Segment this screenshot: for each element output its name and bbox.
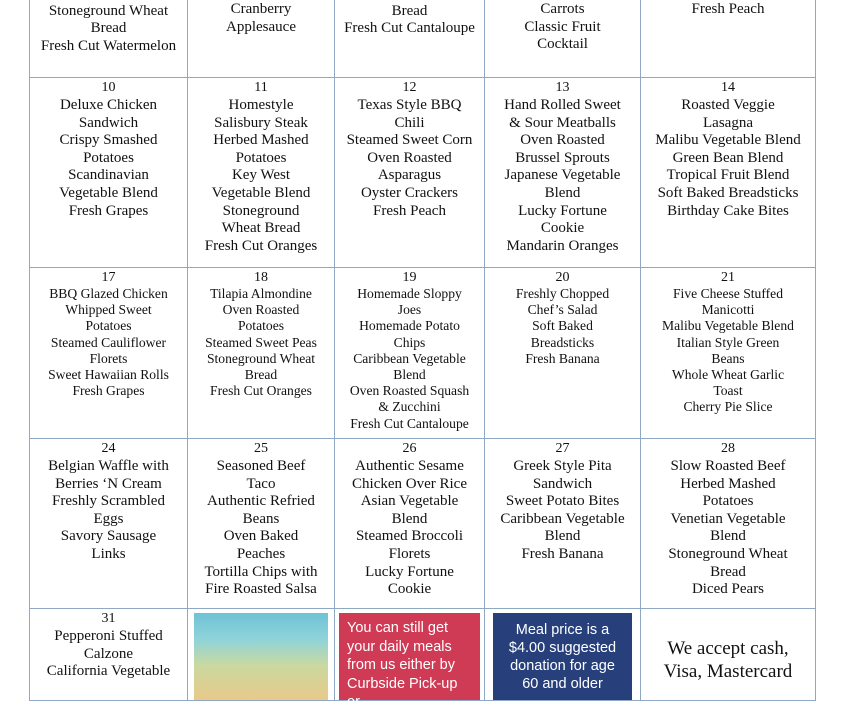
menu-item: Toast xyxy=(713,383,743,399)
day-cell xyxy=(484,438,641,609)
curbside-promo-cell xyxy=(334,608,485,710)
day-number: 21 xyxy=(721,270,735,285)
menu-item: Bread xyxy=(90,20,127,37)
menu-item: Breadsticks xyxy=(530,334,595,350)
menu-item: Blend xyxy=(544,184,581,201)
day-cell xyxy=(187,267,335,439)
menu-item: Chili xyxy=(394,114,425,131)
menu-item: California Vegetable xyxy=(46,663,171,680)
menu-item: Berries ‘N Cream xyxy=(55,475,162,492)
menu-item: Fresh Peach xyxy=(373,202,446,219)
menu-item: Chips xyxy=(393,334,426,350)
menu-item: Blend xyxy=(391,510,428,527)
payment-notice-cell xyxy=(640,608,816,701)
menu-item: Florets xyxy=(89,350,128,366)
menu-item: Oven Roasted xyxy=(367,149,452,166)
day-cell xyxy=(29,77,188,268)
menu-item: Authentic Refried xyxy=(207,493,315,510)
menu-item: Herbed Mashed xyxy=(680,475,776,492)
menu-item: Tortilla Chips with xyxy=(204,563,318,580)
menu-item: Bread xyxy=(244,367,278,383)
menu-item: Caribbean Vegetable xyxy=(500,510,625,527)
menu-item: Potatoes xyxy=(237,318,285,334)
day-cell xyxy=(187,0,335,78)
menu-item: Cookie xyxy=(540,220,585,237)
day-number: 19 xyxy=(402,270,417,285)
day-cell xyxy=(640,0,816,78)
menu-item: Five Cheese Stuffed xyxy=(673,286,783,301)
day-number: 20 xyxy=(555,270,570,285)
menu-item: Beans xyxy=(711,350,745,366)
payment-line: Visa, Mastercard xyxy=(663,661,793,682)
menu-item: Chef’s Salad xyxy=(527,302,598,318)
day-number: 26 xyxy=(402,441,417,456)
meal-price-notice xyxy=(493,613,632,700)
menu-item: Malibu Vegetable Blend xyxy=(655,132,801,149)
menu-item: Crispy Smashed xyxy=(59,132,158,149)
menu-item: Fire Roasted Salsa xyxy=(205,581,317,598)
menu-item: Fresh Grapes xyxy=(68,202,149,219)
menu-item: Stoneground Wheat xyxy=(48,2,169,19)
menu-item: Greek Style Pita xyxy=(513,458,612,474)
menu-item: Florets xyxy=(388,545,431,562)
day-number: 27 xyxy=(555,441,570,456)
menu-item: Blend xyxy=(710,528,746,545)
menu-item: Italian Style Green xyxy=(676,334,780,350)
menu-item: Applesauce xyxy=(226,18,296,35)
menu-item: Fresh Cut Cantaloupe xyxy=(350,415,469,431)
menu-item: Freshly Chopped xyxy=(515,286,610,301)
menu-item: Seasoned Beef xyxy=(216,458,306,474)
day-cell xyxy=(334,77,485,268)
day-cell xyxy=(334,267,485,439)
menu-item: Whipped Sweet xyxy=(65,302,152,318)
menu-item: Steamed Cauliflower xyxy=(50,334,167,350)
menu-item: Roasted Veggie xyxy=(681,97,775,113)
menu-item: Homemade Sloppy xyxy=(357,286,462,301)
menu-item: Tropical Fruit Blend xyxy=(666,167,790,184)
day-cell xyxy=(29,267,188,439)
menu-item: Pepperoni Stuffed xyxy=(54,628,163,644)
day-cell xyxy=(187,438,335,609)
menu-item: Herbed Mashed xyxy=(213,132,309,149)
day-cell xyxy=(334,0,485,78)
menu-item: Oven Roasted xyxy=(222,302,300,318)
day-number: 12 xyxy=(402,80,417,95)
beach-image xyxy=(194,613,328,700)
notice-line: $4.00 suggested xyxy=(508,640,617,656)
meal-price-cell xyxy=(484,608,641,701)
menu-item: Bread xyxy=(710,563,746,580)
menu-item: Tilapia Almondine xyxy=(210,286,312,301)
menu-item: Lucky Fortune xyxy=(518,202,607,219)
day-cell xyxy=(484,77,641,268)
menu-item: Birthday Cake Bites xyxy=(667,202,789,219)
day-number: 13 xyxy=(555,80,570,95)
menu-item: Oven Roasted Squash xyxy=(349,383,470,399)
menu-item: Soft Baked xyxy=(532,318,593,334)
menu-item: Fresh Banana xyxy=(521,545,604,562)
day-number: 24 xyxy=(101,441,116,456)
menu-item: Oyster Crackers xyxy=(360,184,459,201)
menu-item: Soft Baked Breadsticks xyxy=(657,184,799,201)
menu-item: BBQ Glazed Chicken xyxy=(49,286,168,301)
menu-item: Beans xyxy=(242,510,280,527)
day-number: 18 xyxy=(254,270,268,285)
menu-item: Joes xyxy=(397,302,422,318)
notice-line: You can still get xyxy=(347,620,449,636)
day-number: 28 xyxy=(721,441,735,456)
menu-item: Links xyxy=(91,545,126,562)
menu-item: & Zucchini xyxy=(378,399,441,415)
menu-item: Mandarin Oranges xyxy=(506,237,619,254)
payment-line: We accept cash, xyxy=(667,638,789,659)
menu-item: Fresh Peach xyxy=(691,1,765,17)
curbside-notice xyxy=(339,613,480,710)
menu-item: Taco xyxy=(246,475,276,492)
day-cell xyxy=(484,0,641,78)
menu-item: Asian Vegetable xyxy=(360,493,459,510)
menu-item: Malibu Vegetable Blend xyxy=(662,318,794,334)
day-cell xyxy=(334,438,485,609)
menu-item: Scandinavian xyxy=(68,167,149,184)
menu-item: Calzone xyxy=(83,645,134,662)
menu-item: Potatoes xyxy=(83,149,134,166)
menu-item: Homemade Potato xyxy=(359,318,460,334)
menu-item: Oven Baked xyxy=(223,528,299,545)
menu-item: Authentic Sesame xyxy=(355,458,464,474)
menu-item: Steamed Sweet Peas xyxy=(205,334,317,350)
menu-item: Stoneground Wheat xyxy=(206,350,316,366)
day-cell xyxy=(640,77,816,268)
menu-item: Vegetable Blend xyxy=(59,184,158,201)
menu-item: Fresh Banana xyxy=(525,350,600,366)
menu-item: Green Bean Blend xyxy=(672,149,784,166)
menu-item: Key West xyxy=(231,167,291,184)
day-cell xyxy=(29,438,188,609)
menu-item: Sweet Potato Bites xyxy=(505,493,620,510)
menu-item: Cranberry xyxy=(230,1,292,17)
menu-item: Wheat Bread xyxy=(221,220,301,237)
notice-line: 60 and older xyxy=(522,676,603,692)
menu-item: Potatoes xyxy=(702,493,754,510)
menu-item: Homestyle xyxy=(228,97,294,113)
day-number: 17 xyxy=(101,270,116,285)
menu-item: Deluxe Chicken xyxy=(59,97,158,113)
menu-item: Sweet Hawaiian Rolls xyxy=(48,367,169,383)
beach-photo-cell xyxy=(187,608,335,701)
menu-item: Asparagus xyxy=(377,167,442,184)
notice-line: from us either by xyxy=(347,657,455,673)
menu-item: Manicotti xyxy=(701,302,755,318)
menu-item: Blend xyxy=(544,528,581,545)
menu-item: Lasagna xyxy=(703,114,753,131)
menu-item: Fresh Grapes xyxy=(72,383,145,399)
day-cell-31 xyxy=(29,608,188,701)
menu-item: Belgian Waffle with xyxy=(48,458,169,474)
day-number: 25 xyxy=(254,441,268,456)
menu-item: Chicken Over Rice xyxy=(352,475,467,492)
menu-calendar-grid xyxy=(29,0,815,710)
day-cell xyxy=(29,0,188,78)
menu-item: Savory Sausage xyxy=(60,528,157,545)
menu-item: Fresh Cut Watermelon xyxy=(40,37,177,54)
menu-item: Carrots xyxy=(540,1,585,17)
menu-item: Cocktail xyxy=(537,36,588,53)
menu-item: Sandwich xyxy=(532,475,593,492)
menu-item: Fresh Cut Cantaloupe xyxy=(344,20,475,37)
menu-item: Brussel Sprouts xyxy=(515,149,610,166)
day-cell xyxy=(484,267,641,439)
menu-item: Blend xyxy=(393,367,426,383)
day-number: 11 xyxy=(254,80,268,95)
menu-item: Cherry Pie Slice xyxy=(683,399,773,415)
menu-item: Salisbury Steak xyxy=(214,114,308,131)
menu-item: Stoneground xyxy=(222,202,300,219)
menu-item: Potatoes xyxy=(235,149,287,166)
day-cell xyxy=(187,77,335,268)
menu-item: Slow Roasted Beef xyxy=(670,458,786,474)
menu-item: Vegetable Blend xyxy=(211,184,311,201)
menu-item: Bread xyxy=(391,2,428,19)
menu-item: Texas Style BBQ xyxy=(357,97,462,113)
menu-item: Caribbean Vegetable xyxy=(353,350,466,366)
notice-line: Meal price is a xyxy=(515,622,610,638)
menu-item: Sandwich xyxy=(78,114,139,131)
menu-item: Lucky Fortune xyxy=(365,563,454,580)
menu-item: Eggs xyxy=(93,510,124,527)
day-number: 14 xyxy=(721,80,735,95)
menu-item: Hand Rolled Sweet xyxy=(504,97,621,113)
menu-item: Stoneground Wheat xyxy=(668,545,788,562)
day-number: 31 xyxy=(101,611,116,626)
menu-item: Whole Wheat Garlic xyxy=(671,367,785,383)
menu-item: Venetian Vegetable xyxy=(670,510,786,527)
menu-item: Potatoes xyxy=(85,318,132,334)
menu-item: Diced Pears xyxy=(691,581,765,598)
menu-item: Japanese Vegetable xyxy=(504,167,621,184)
menu-item: & Sour Meatballs xyxy=(509,114,616,131)
menu-item: Oven Roasted xyxy=(520,132,605,149)
day-cell xyxy=(640,438,816,609)
menu-item: Peaches xyxy=(236,545,286,562)
menu-item: Classic Fruit xyxy=(524,18,601,35)
menu-item: Steamed Sweet Corn xyxy=(346,132,473,149)
notice-line: your daily meals xyxy=(347,638,452,655)
day-cell xyxy=(640,267,816,439)
notice-line: Curbside Pick-up or xyxy=(347,675,458,710)
menu-item: Fresh Cut Oranges xyxy=(210,383,312,399)
menu-item: Freshly Scrambled xyxy=(52,493,165,510)
day-number: 10 xyxy=(101,80,116,95)
menu-item: Cookie xyxy=(387,581,432,598)
notice-line: donation for age xyxy=(510,658,615,674)
menu-item: Steamed Broccoli xyxy=(355,528,464,545)
menu-item: Fresh Cut Oranges xyxy=(204,237,318,254)
